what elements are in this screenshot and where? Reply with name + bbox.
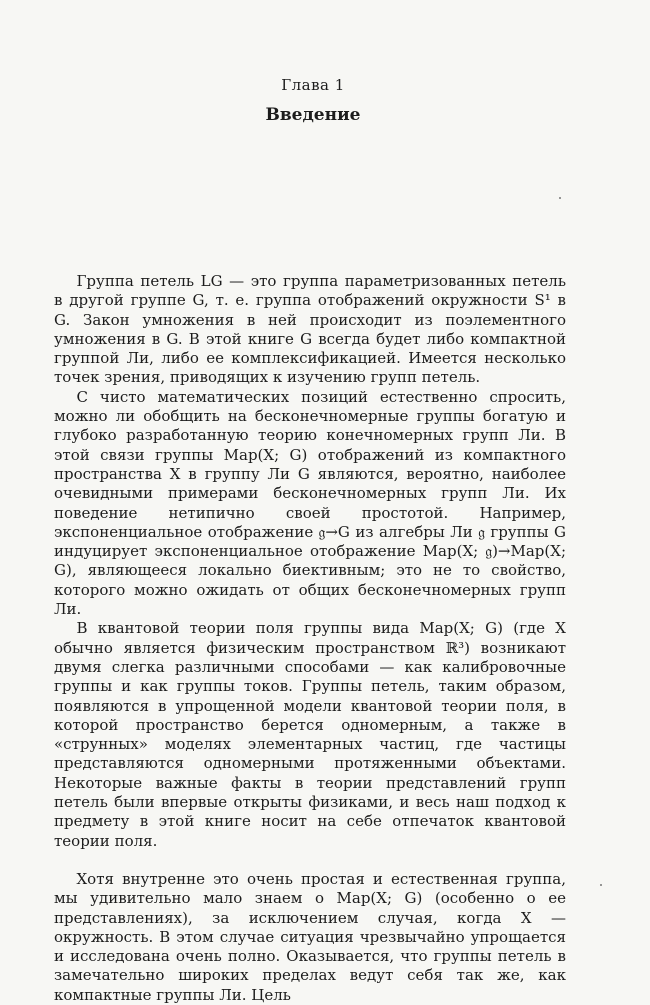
chapter-title: Введение bbox=[265, 105, 361, 125]
paragraph-circle-case: Хотя внутренне это очень простая и естественная группа, мы удивительно мало знаем о Map(X; G) (особенно о ее представлениях), за исключением случая, когда X — окружность. В этом случае ситуация чрезвычайно упрощается и исследована очень полно. Оказывается, что группы петель в замечательно широких пределах ведут себя так же, как компактные группы Ли. Цель bbox=[54, 869, 566, 1004]
paragraph-loop-groups: Группа петель LG — это группа параметризованных петель в другой группе G, т. е. группа отображений окружности S¹ в G. Закон умножения в ней происходит из поэлементного умножения в G. В этой книге G всегда будет либо компактной группой Ли, либо ее комплексификацией. Имеется несколько точек зрения, приводящих к изучению групп петель. bbox=[54, 272, 566, 387]
print-speck bbox=[559, 197, 561, 199]
print-speck bbox=[600, 884, 602, 886]
chapter-number: Глава 1 bbox=[281, 76, 345, 94]
body-text bbox=[54, 272, 566, 1005]
paragraph-quantum-field-theory: В квантовой теории поля группы вида Map(X; G) (где X обычно является физическим пространством ℝ³) возникают двумя слегка различными способами — как калибровочные группы и как группы токов. Группы петель, таким образом, появляются в упрощенной модели квантовой теории поля, в которой пространство берется одномерным, а также в «струнных» моделях элементарных частиц, где частицы представляются одномерными протяженными объектами. Некоторые важные факты в теории представлений групп петель были впервые открыты физиками, и весь наш подход к предмету в этой книге носит на себе отпечаток квантовой теории поля. bbox=[54, 619, 566, 850]
paragraph-math-motivation: С чисто математических позиций естественно спросить, можно ли обобщить на бесконечномерные группы богатую и глубоко разработанную теорию конечномерных групп Ли. В этой связи группы Map(X; G) отображений из компактного пространства X в группу Ли G являются, вероятно, наиболее очевидными примерами бесконечномерных групп Ли. Их поведение нетипично своей простотой. Например, экспоненциальное отображение 𝔤→G из алгебры Ли 𝔤 группы G индуцирует экспоненциальное отображение Map(X; 𝔤)→Map(X; G), являющееся локально биективным; это не то свойство, которого можно ожидать от общих бесконечномерных групп Ли. bbox=[54, 387, 566, 619]
